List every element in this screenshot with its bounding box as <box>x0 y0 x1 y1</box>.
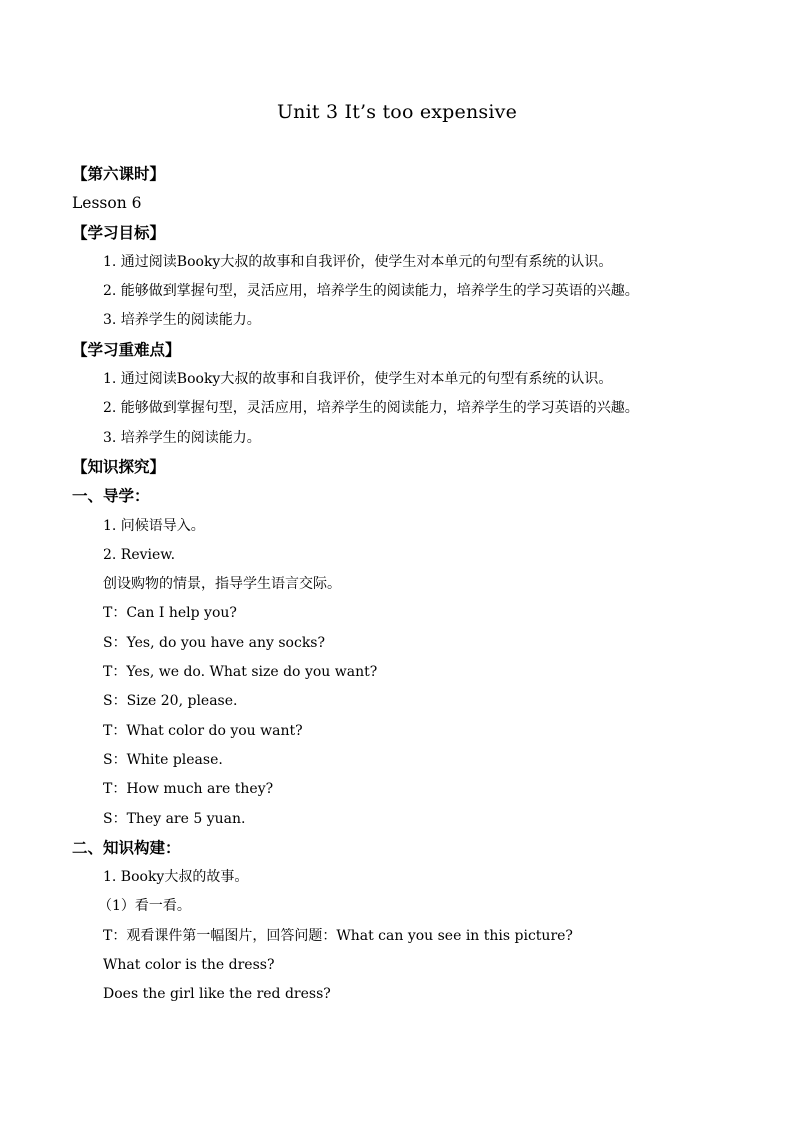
dialogue-line: S：They are 5 yuan. <box>103 810 246 827</box>
knowledge-item: What color is the dress? <box>103 957 275 974</box>
dialogue-line: S：Size 20, please. <box>103 693 238 710</box>
document-title: Unit 3 It’s too expensive <box>276 101 518 123</box>
guide-item: 创设购物的情景，指导学生语言交际。 <box>103 576 341 593</box>
document-body <box>72 160 732 1010</box>
knowledge-section-heading: 二、知识构建： <box>72 838 181 857</box>
objective-item: 1. 通过阅读Booky大叔的故事和自我评价，使学生对本单元的句型有系统的认识。 <box>103 253 613 270</box>
key-point-item: 1. 通过阅读Booky大叔的故事和自我评价，使学生对本单元的句型有系统的认识。 <box>103 371 613 388</box>
key-points-heading: 【学习重难点】 <box>72 340 181 359</box>
knowledge-item: 1. Booky大叔的故事。 <box>103 869 249 886</box>
exploration-heading: 【知识探究】 <box>72 457 166 476</box>
dialogue-line: T：Can I help you? <box>103 605 237 622</box>
guide-section-heading: 一、导学： <box>72 487 150 506</box>
dialogue-line: T：How much are they? <box>103 781 274 798</box>
dialogue-line: T：Yes, we do. What size do you want? <box>103 664 378 681</box>
knowledge-item: Does the girl like the red dress? <box>103 986 331 1003</box>
lesson-name: Lesson 6 <box>72 194 142 213</box>
objective-item: 3. 培养学生的阅读能力。 <box>103 312 261 329</box>
key-point-item: 3. 培养学生的阅读能力。 <box>103 429 261 446</box>
dialogue-line: T：What color do you want? <box>103 722 303 739</box>
key-point-item: 2. 能够做到掌握句型，灵活应用，培养学生的阅读能力，培养学生的学习英语的兴趣。 <box>103 400 639 417</box>
guide-item: 1. 问候语导入。 <box>103 517 205 534</box>
objective-item: 2. 能够做到掌握句型，灵活应用，培养学生的阅读能力，培养学生的学习英语的兴趣。 <box>103 283 639 300</box>
objectives-heading: 【学习目标】 <box>72 223 166 242</box>
knowledge-item: T：观看课件第一幅图片，回答问题：What can you see in this picture? <box>103 927 573 944</box>
dialogue-line: S：Yes, do you have any socks? <box>103 634 325 651</box>
lesson-period-heading: 【第六课时】 <box>72 165 166 183</box>
guide-item: 2. Review. <box>103 546 176 563</box>
dialogue-line: S：White please. <box>103 751 223 768</box>
knowledge-item: （1）看一看。 <box>98 898 191 915</box>
